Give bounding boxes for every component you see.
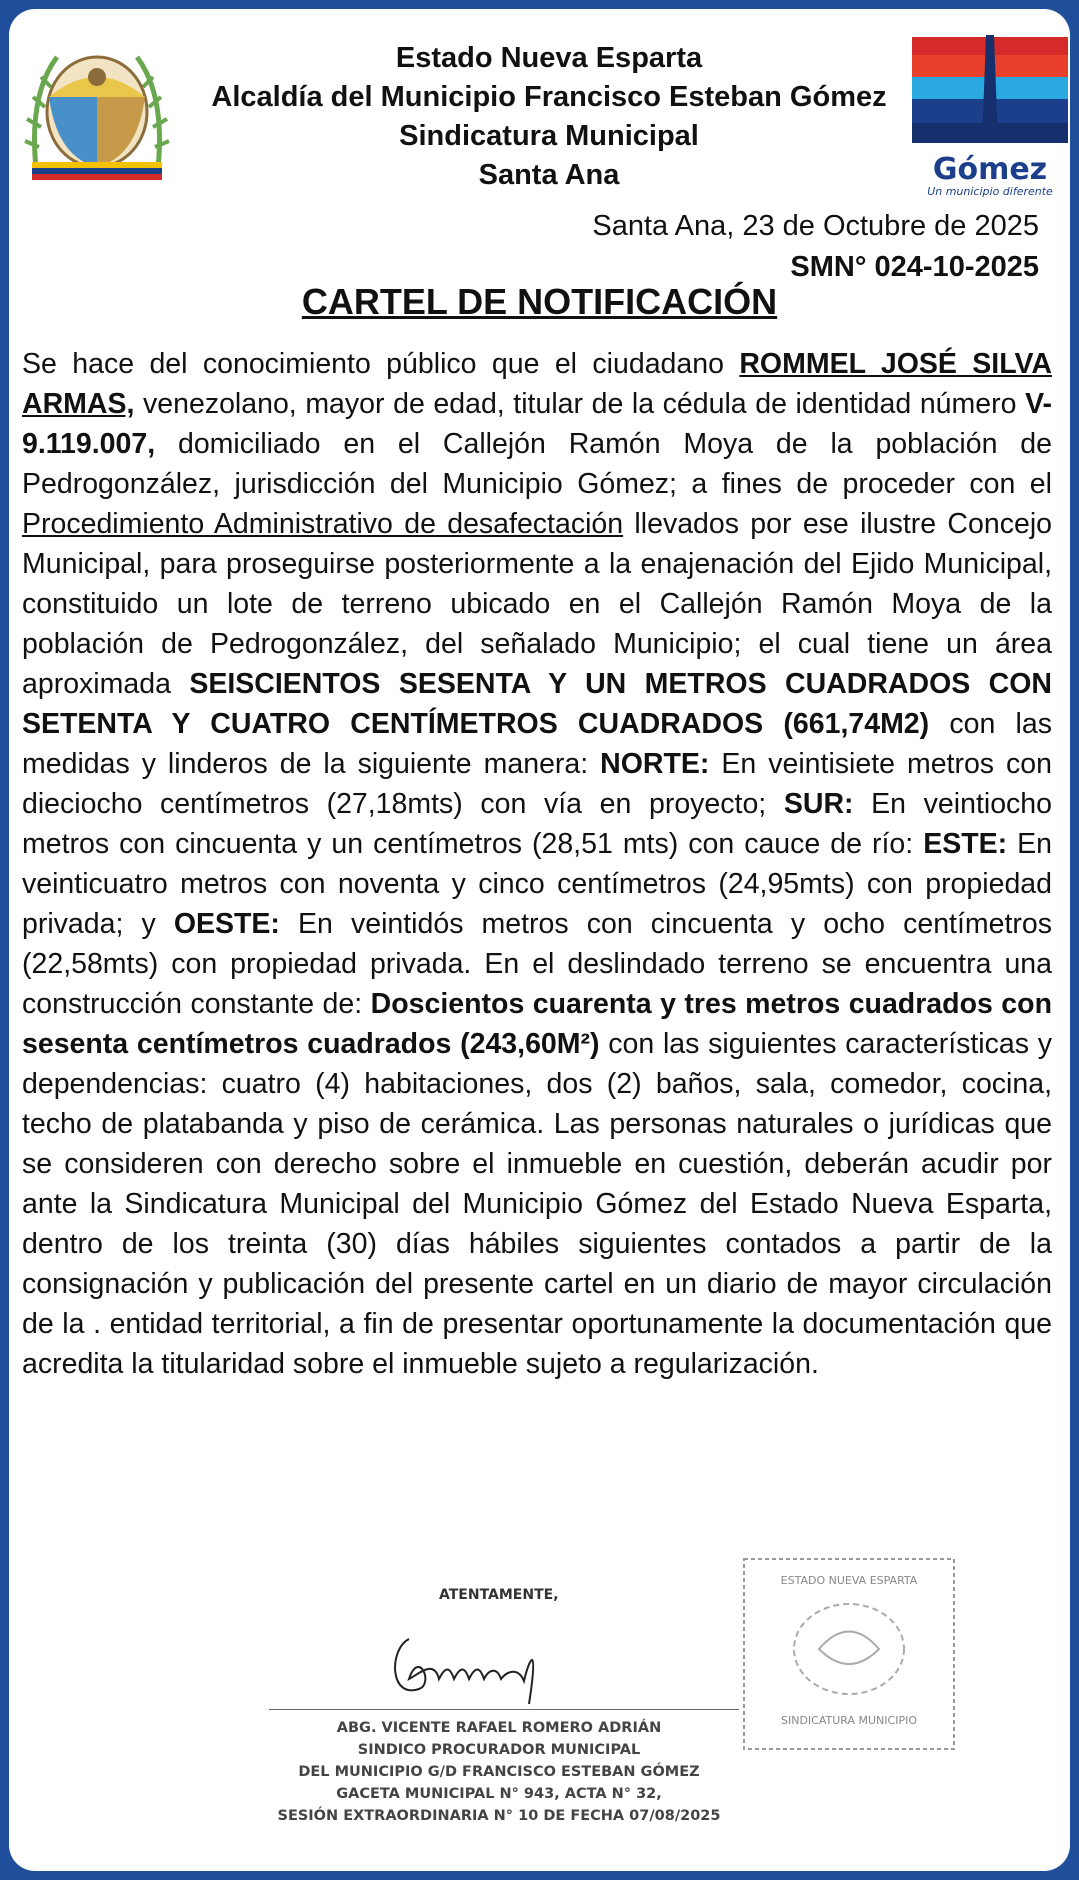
body-text-8: En veinticuatro metros con noventa y cinco centímetros (24,95mts) con propiedad privada; y [22,828,1053,940]
header-city: Santa Ana [478,159,620,191]
signature-line [269,1709,739,1710]
body-text-1: Se hace del conocimiento público que el ciudadano [22,348,740,380]
body-text-5: con las medidas y linderos de la siguiente manera: [22,708,1052,780]
handwritten-signature [379,1619,639,1709]
document-title: CARTEL DE NOTIFICACIÓN [301,281,778,322]
body-text-2: venezolano, mayor de edad, titular de la cédula de identidad número [134,388,1026,420]
official-stamp [739,1554,959,1754]
boundary-north-label: NORTE: [600,748,710,780]
document-reference: SMN° 024-10-2025 [790,251,1039,283]
document-date: Santa Ana, 23 de Octubre de 2025 [592,210,1039,242]
closing-text: ATENTAMENTE, [439,1587,559,1603]
signatory-session: SESIÓN EXTRAORDINARIA N° 10 DE FECHA 07/08/2025 [277,1808,721,1824]
notice-card [9,9,1070,1871]
signatory-details [229,1717,769,1827]
signatory-gazette: GACETA MUNICIPAL N° 943, ACTA N° 32, [336,1786,662,1802]
coat-of-arms-logo [17,37,177,187]
header-state: Estado Nueva Esparta [395,42,703,74]
signatory-municipality: DEL MUNICIPIO G/D FRANCISCO ESTEBAN GÓMEZ [298,1764,700,1780]
gomez-municipality-logo [912,33,1068,203]
construction-area: Doscientos cuarenta y tres metros cuadrados con sesenta centímetros cuadrados (243,60M²) [22,988,1052,1060]
body-text-6: En veintisiete metros con dieciocho centímetros (27,18mts) con vía en proyecto; [22,748,1052,820]
boundary-west-label: OESTE: [173,908,280,940]
logo-name: Gómez [932,152,1048,187]
lot-area: SEISCIENTOS SESENTA Y UN METROS CUADRADOS CON SETENTA Y CUATRO CENTÍMETROS CUADRADOS (661,74M2) [22,668,1052,740]
signatory-name: ABG. VICENTE RAFAEL ROMERO ADRIÁN [336,1720,662,1736]
header-block [159,39,939,195]
body-text-7: En veintiocho metros con cincuenta y un centímetros (28,51 mts) con cauce de río: [22,788,1052,860]
body-text-10: con las siguientes características y dependencias: cuatro (4) habitaciones, dos (2) baños, sala, comedor, cocina, techo de platabanda y piso de cerámica. Las personas naturales o jurídicas que se consideren con derecho sobre el inmueble en cuestión, deberán acudir por ante la Sindicatura Municipal del Municipio Gómez del Estado Nueva Esparta, dentro de los treinta (30) días hábiles siguientes contados a partir de la consignación y publicación del presente cartel en un diario de mayor circulación de la . entidad territorial, a fin de presentar oportunamente la documentación que acredita la titularidad sobre el inmueble sujeto a regularización. [22,1028,1052,1380]
notice-body [22,344,1052,1384]
body-text-3: domiciliado en el Callejón Ramón Moya de la población de Pedrogonzález, jurisdicción del Municipio Gómez; a fines de proceder con el [22,428,1052,500]
logo-slogan: Un municipio diferente [927,185,1053,198]
body-text-9: En veintidós metros con cincuenta y ocho centímetros (22,58mts) con propiedad privada. En el deslindado terreno se encuentra una construcción constante de: [22,908,1052,1020]
boundary-south-label: SUR: [783,788,854,820]
header-sindicatura: Sindicatura Municipal [399,120,699,152]
stamp-bottom-text: SINDICATURA MUNICIPIO [781,1714,917,1727]
stamp-top-text: ESTADO NUEVA ESPARTA [780,1574,918,1587]
citizen-name: ROMMEL JOSÉ SILVA ARMAS, [22,348,1052,420]
body-text-4: llevados por ese ilustre Concejo Municipal, para proseguirse posteriormente a la enajenación del Ejido Municipal, constituido un lote de terreno ubicado en el Callejón Ramón Moya de la población de Pedrogonzález, del señalado Municipio; el cual tiene un área aproximada [22,508,1052,700]
procedure-name: Procedimiento Administrativo de desafectación [22,508,624,540]
header-mayoralty: Alcaldía del Municipio Francisco Esteban Gómez [211,81,887,113]
signature-block [229,1579,769,1869]
citizen-id: V-9.119.007, [22,388,1052,460]
boundary-east-label: ESTE: [923,828,1008,860]
signatory-title: SINDICO PROCURADOR MUNICIPAL [357,1742,641,1758]
